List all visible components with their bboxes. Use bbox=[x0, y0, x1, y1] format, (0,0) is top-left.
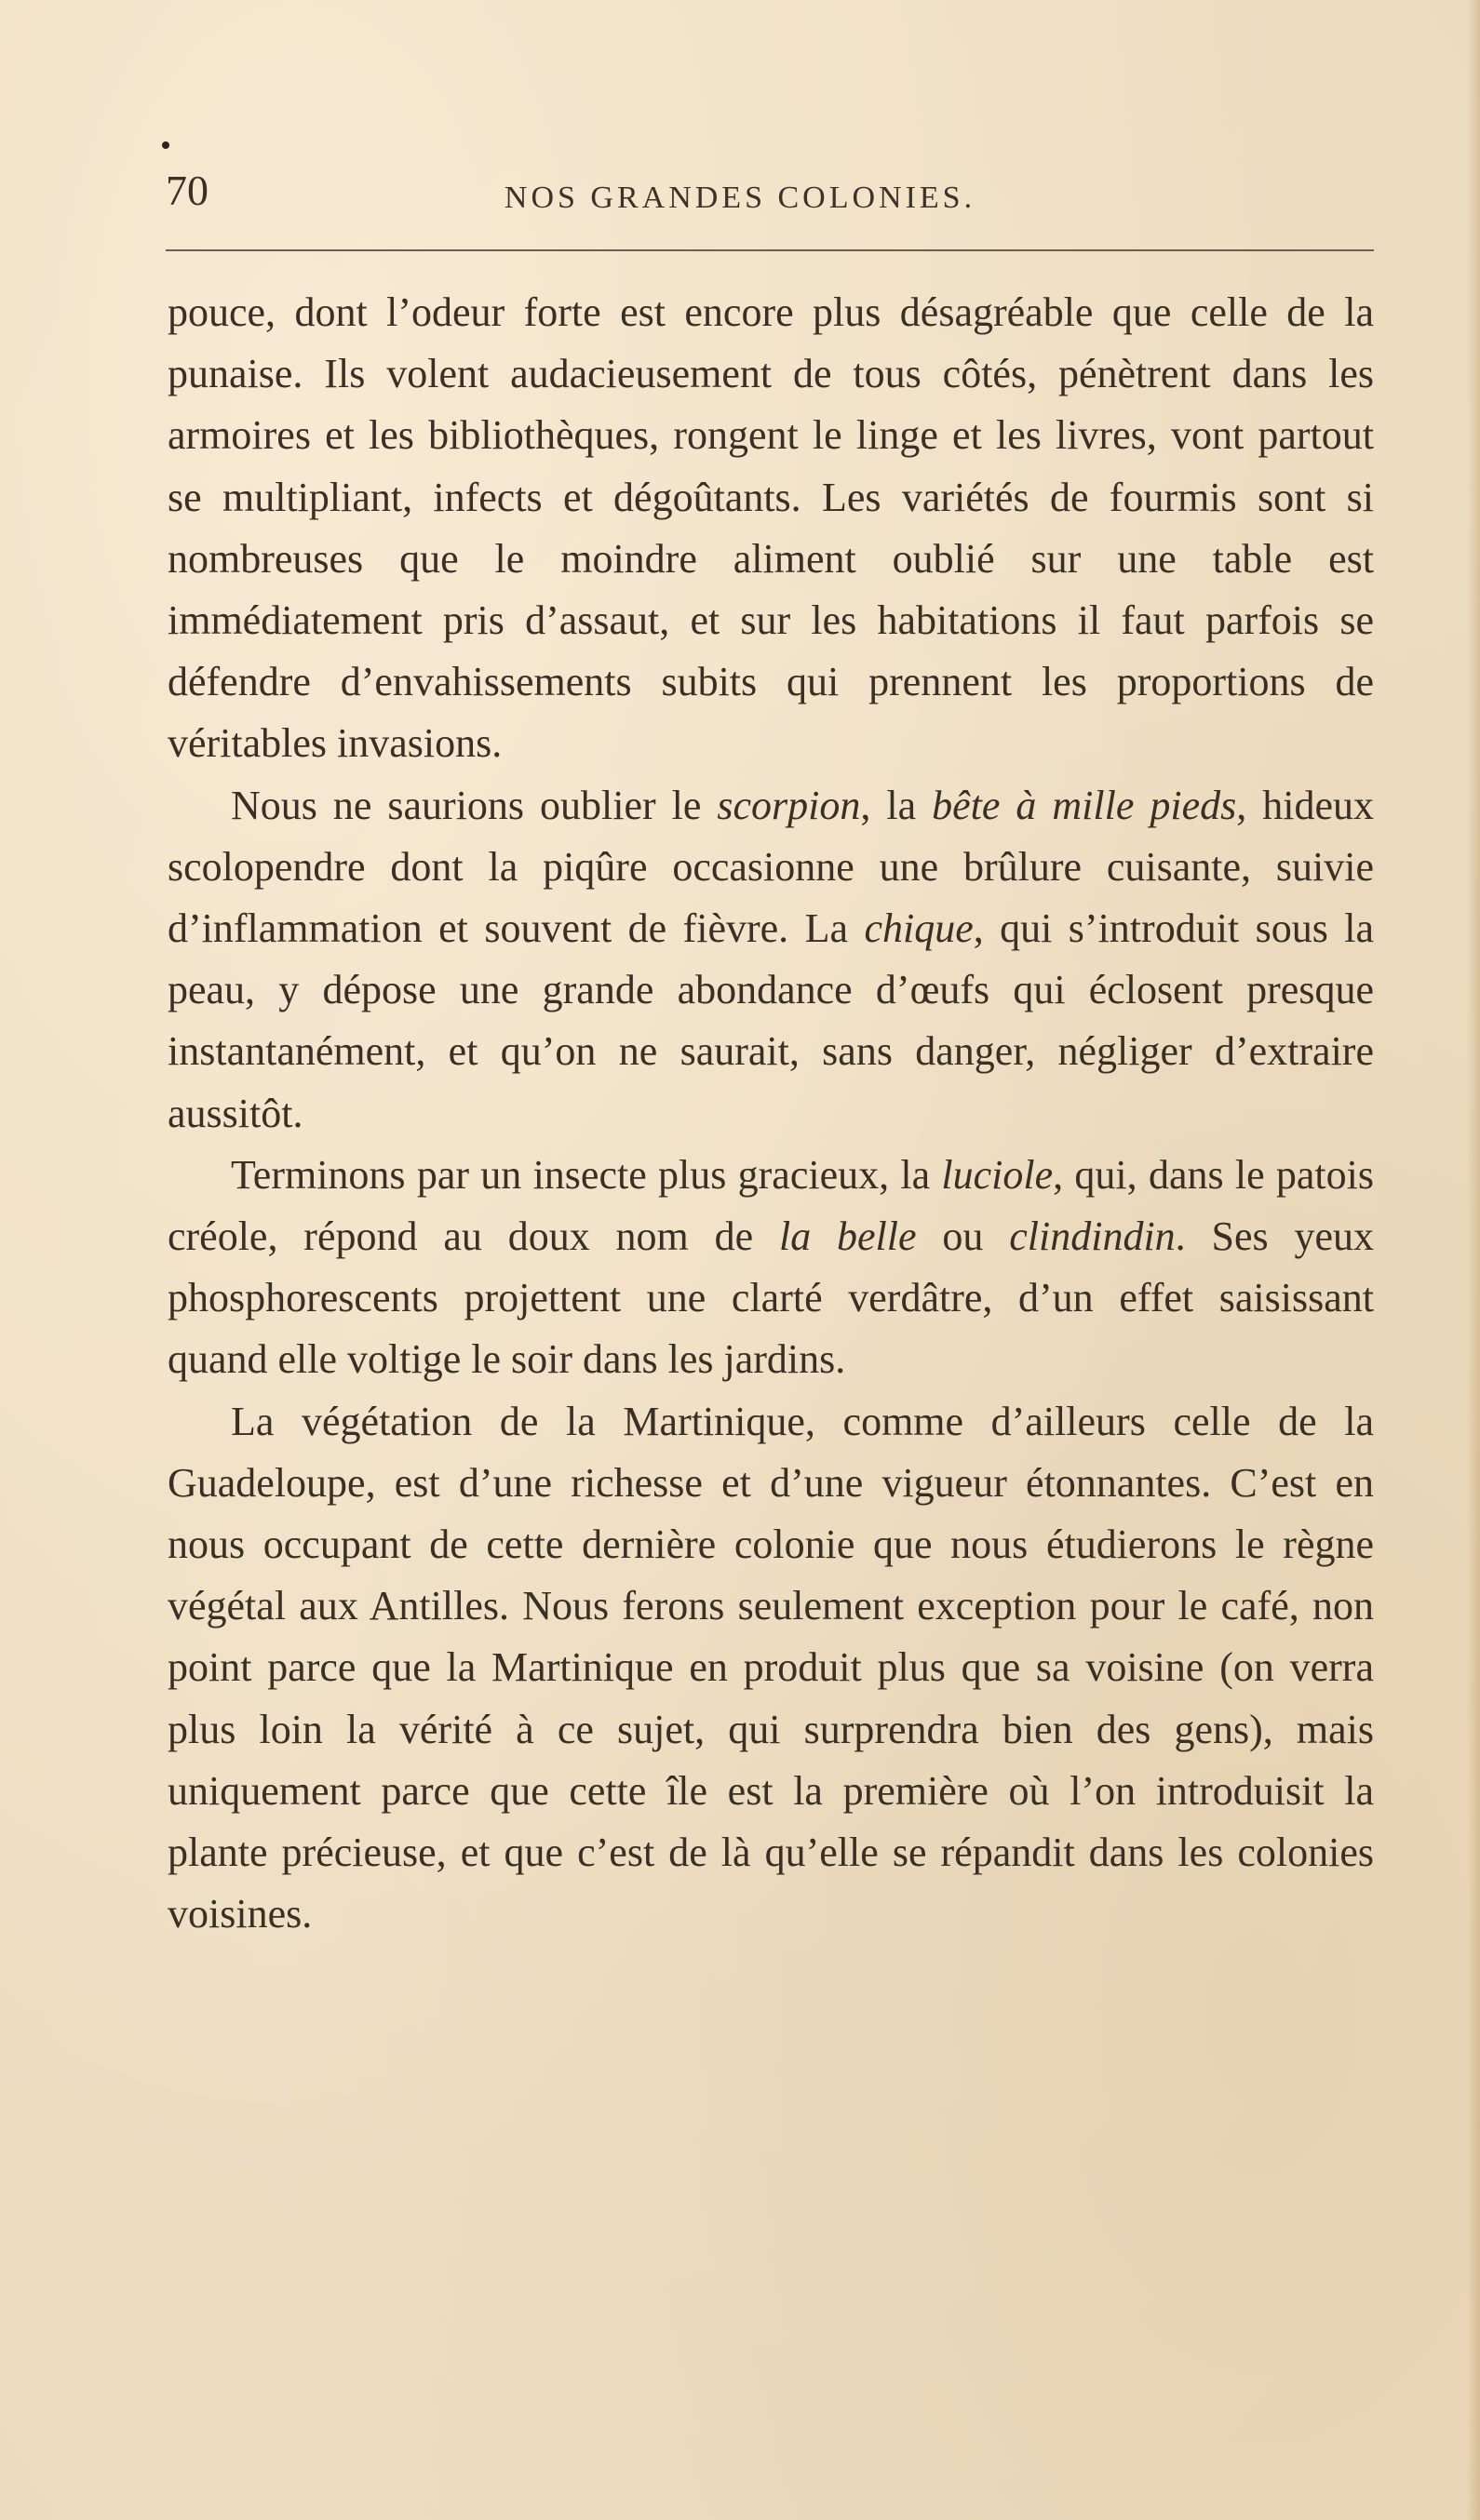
header-rule bbox=[166, 249, 1374, 251]
italic-term: la belle bbox=[778, 1213, 917, 1260]
text-run: . Ses yeux phosphorescents projettent une clarté verdâtre, d’un effet saisissant quand elle voltige le soir dans les jardins. bbox=[168, 1213, 1375, 1383]
page-edge-shadow bbox=[1467, 0, 1480, 2520]
ink-speck bbox=[162, 141, 169, 149]
running-head: NOS GRANDES COLONIES. bbox=[504, 181, 976, 215]
italic-term: bête à mille pieds bbox=[932, 782, 1237, 828]
body-text bbox=[168, 282, 1374, 1945]
text-run: Nous ne saurions oublier le bbox=[231, 782, 718, 828]
paragraph bbox=[168, 1391, 1374, 1946]
paragraph bbox=[168, 282, 1374, 775]
text-run: , la bbox=[860, 782, 933, 828]
italic-term: scorpion bbox=[717, 782, 861, 828]
text-run: pouce, dont l’odeur forte est encore plus désagréable que celle de la punaise. Ils volent audacieusement de tous côtés, pénètrent dans les armoires et les bibliothèques, rongent le linge et les livres, vont partout se multipliant, infects et dégoûtants. Les variétés de fourmis sont si nombreuses que le moindre aliment oublié sur une table est immédiatement pris d’assaut, et sur les habitations il faut parfois se défendre d’envahissements subits qui prennent les proportions de véritables invasions. bbox=[168, 289, 1374, 767]
text-run: , hideux scolopendre dont la piqûre occasionne une brûlure cuisante, suivie d’inflammation et souvent de fièvre. La bbox=[168, 782, 1374, 952]
italic-term: clindindin bbox=[1009, 1213, 1176, 1260]
italic-term: chique bbox=[864, 905, 974, 952]
text-run: ou bbox=[916, 1213, 1010, 1260]
text-run: Terminons par un insecte plus gracieux, la bbox=[231, 1151, 942, 1198]
text-run: , qui, dans le patois créole, répond au doux nom de bbox=[168, 1151, 1375, 1260]
paragraph bbox=[168, 1145, 1374, 1391]
text-run: , qui s’introduit sous la peau, y dépose une grande abondance d’œufs qui éclosent presque instantanément, et qu’on ne saurait, sans danger, négliger d’extraire aussitôt. bbox=[168, 905, 1374, 1136]
paragraph bbox=[168, 775, 1374, 1145]
text-run: La végétation de la Martinique, comme d’ailleurs celle de la Guadeloupe, est d’une richesse et d’une vigueur étonnantes. C’est en nous occupant de cette dernière colonie que nous étudierons le règne végétal aux Antilles. Nous ferons seulement exception pour le café, non point parce que la Martinique en produit plus que sa voisine (on verra plus loin la vérité à ce sujet, qui surprendra bien des gens), mais uniquement parce que cette île est la première où l’on introduisit la plante précieuse, et que c’est de là qu’elle se répandit dans les colonies voisines. bbox=[168, 1398, 1374, 1937]
page-number: 70 bbox=[166, 167, 209, 214]
italic-term: luciole bbox=[941, 1151, 1054, 1198]
